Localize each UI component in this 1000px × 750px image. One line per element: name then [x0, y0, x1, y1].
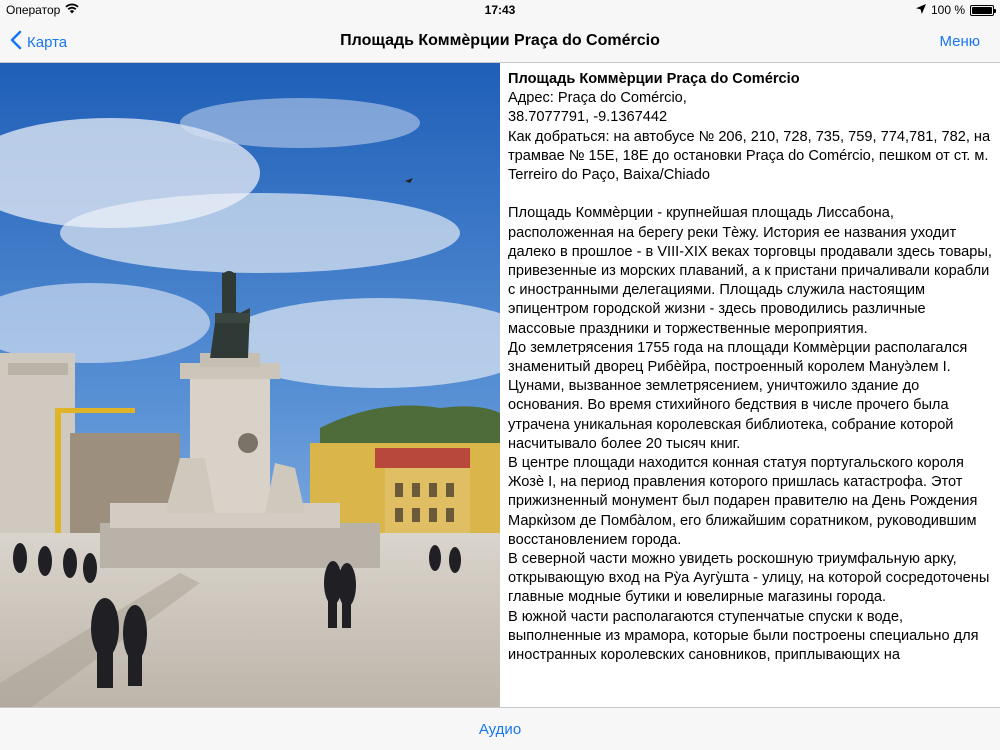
paragraph-gap	[508, 185, 994, 204]
battery-icon	[970, 5, 994, 16]
status-right	[916, 3, 994, 17]
status-time: 17:43	[484, 3, 516, 17]
status-bar	[0, 0, 1000, 20]
navigation-bar	[0, 20, 1000, 63]
location-arrow-icon	[916, 3, 926, 17]
article-heading: Площадь Коммѐрции Praça do Comércio	[508, 71, 800, 87]
article-address: Адрес: Praça do Comércio,	[508, 90, 687, 107]
place-photo	[0, 63, 500, 708]
article-paragraph: Площадь Коммѐрции - крупнейшая площадь Лиссабона, расположенная на берегу реки Тѐжу. История ее названия уходит далеко в прошлое - в VIII-XIX веках торговцы продавали здесь товары, привезенные из морских плаваний, а к пристани причаливали корабли с иностранными делегациями. Площадь служила настоящим эпицентром городской жизни - здесь проводились различные массовые праздники и торжественные мероприятия.	[508, 205, 992, 337]
back-button[interactable]	[10, 30, 67, 54]
chevron-left-icon	[10, 30, 22, 54]
menu-button[interactable]: Меню	[939, 33, 980, 50]
carrier-name: Оператор	[6, 3, 61, 17]
battery-level	[972, 7, 992, 14]
article-directions: Как добраться: на автобусе № 206, 210, 728, 735, 759, 774,781, 782, на трамвае № 15E, 18E до остановки Praça do Comércio, пешком от ст. м. Terreiro do Paço, Baixa/Chiado	[508, 128, 991, 184]
battery-percent: 100 %	[930, 3, 965, 17]
article-paragraph: В северной части можно увидеть роскошную триумфальную арку, открывающую вход на Ру̀а Аугу̀шта - улицу, на которой сосредоточены главные модные бутики и ювелирные магазины города.	[508, 551, 990, 606]
article-paragraph: До землетрясения 1755 года на площади Коммѐрции располагался знаменитый дворец Рибѐйра, построенный королем Мануэ̀лем I. Цунами, вызванное землетрясением, уничтожило здание до основания. Во время стихийного бедствия в числе прочего была утрачена уникальная королевская библиотека, собрание которой насчитывало более 20 тысяч книг.	[508, 339, 968, 452]
bottom-toolbar	[0, 707, 1000, 750]
article-panel[interactable]	[500, 63, 1000, 708]
page-title: Площадь Коммèрции Praça do Comércio	[340, 32, 660, 49]
back-button-label: Карта	[27, 33, 68, 51]
article-coordinates: 38.7077791, -9.1367442	[508, 109, 668, 126]
audio-button[interactable]: Аудио	[478, 721, 522, 738]
article-paragraph: В южной части располагаются ступенчатые спуски к воде, выполненные из мрамора, которые были построены специально для иностранных королевских сановников, приплывающих на	[508, 608, 979, 664]
article-paragraph: В центре площади находится конная статуя португальского короля Жозѐ I, на период правления которого пришлась катастрофа. Этот прижизненный монумент был подарен правителю на День Рождения Маркѝзом де Помба̀лом, его ближайшим соратником, руководившим восстановлением города.	[508, 455, 978, 548]
